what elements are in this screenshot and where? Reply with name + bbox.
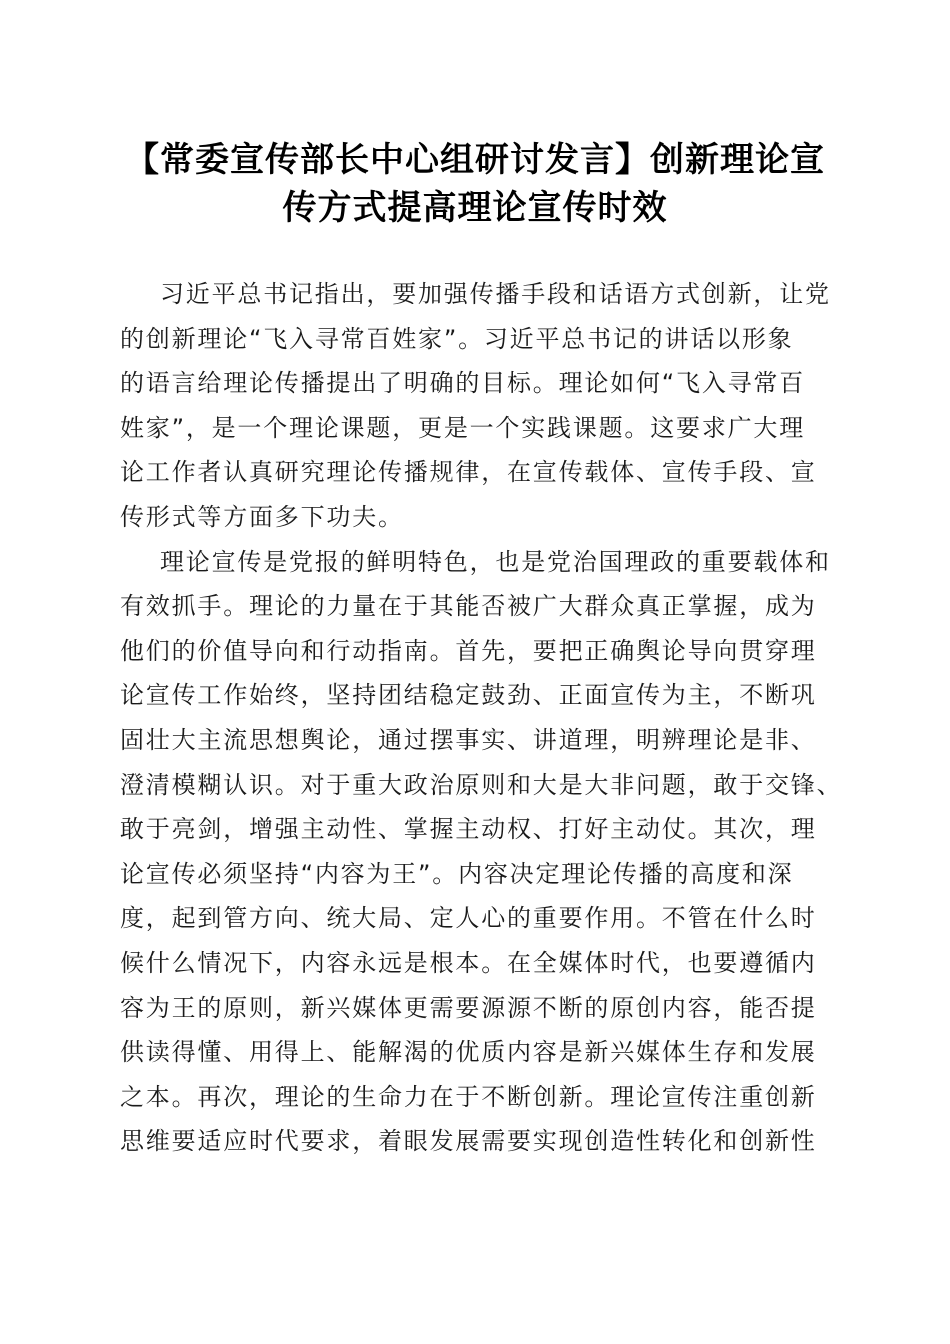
paragraph-line: 论宣传必须坚持“内容为王”。内容决定理论传播的高度和深: [120, 859, 794, 888]
paragraph-line: 他们的价值导向和行动指南。首先，要把正确舆论导向贯穿理: [120, 636, 817, 665]
paragraph-line: 的创新理论“飞入寻常百姓家”。习近平总书记的讲话以形象: [120, 324, 794, 353]
paragraph-line: 论工作者认真研究理论传播规律，在宣传载体、宣传手段、宣: [120, 458, 817, 487]
paragraph-line: 候什么情况下，内容永远是根本。在全媒体时代，也要遵循内: [120, 948, 817, 977]
title-line: 【常委宣传部长中心组研讨发言】创新理论宣: [125, 140, 825, 180]
paragraph-line: 理论宣传是党报的鲜明特色，也是党治国理政的重要载体和: [160, 547, 831, 576]
document-title: [110, 136, 840, 232]
paragraph-line: 供读得懂、用得上、能解渴的优质内容是新兴媒体生存和发展: [120, 1038, 817, 1067]
paragraph-line: 思维要适应时代要求，着眼发展需要实现创造性转化和创新性: [120, 1127, 817, 1156]
title-line: 传方式提高理论宣传时效: [282, 188, 668, 228]
paragraph-line: 澄清模糊认识。对于重大政治原则和大是大非问题，敢于交锋、: [120, 770, 843, 799]
paragraph-line: 论宣传工作始终，坚持团结稳定鼓劲、正面宣传为主，不断巩: [120, 681, 817, 710]
paragraph-2: [120, 540, 843, 1164]
paragraph-line: 容为王的原则，新兴媒体更需要源源不断的原创内容，能否提: [120, 993, 817, 1022]
paragraph-1: [120, 272, 831, 540]
paragraph-line: 的语言给理论传播提出了明确的目标。理论如何“飞入寻常百: [120, 369, 806, 398]
paragraph-line: 姓家”，是一个理论课题，更是一个实践课题。这要求广大理: [120, 413, 806, 442]
paragraph-line: 敢于亮剑，增强主动性、掌握主动权、打好主动仗。其次，理: [120, 815, 817, 844]
paragraph-line: 固壮大主流思想舆论，通过摆事实、讲道理，明辨理论是非、: [120, 725, 817, 754]
paragraph-line: 有效抓手。理论的力量在于其能否被广大群众真正掌握，成为: [120, 592, 817, 621]
paragraph-line: 习近平总书记指出，要加强传播手段和话语方式创新，让党: [160, 280, 831, 308]
paragraph-line: 传形式等方面多下功夫。: [120, 502, 404, 531]
paragraph-line: 之本。再次，理论的生命力在于不断创新。理论宣传注重创新: [120, 1082, 817, 1111]
document-body: [120, 272, 843, 1164]
paragraph-line: 度，起到管方向、统大局、定人心的重要作用。不管在什么时: [120, 904, 817, 933]
